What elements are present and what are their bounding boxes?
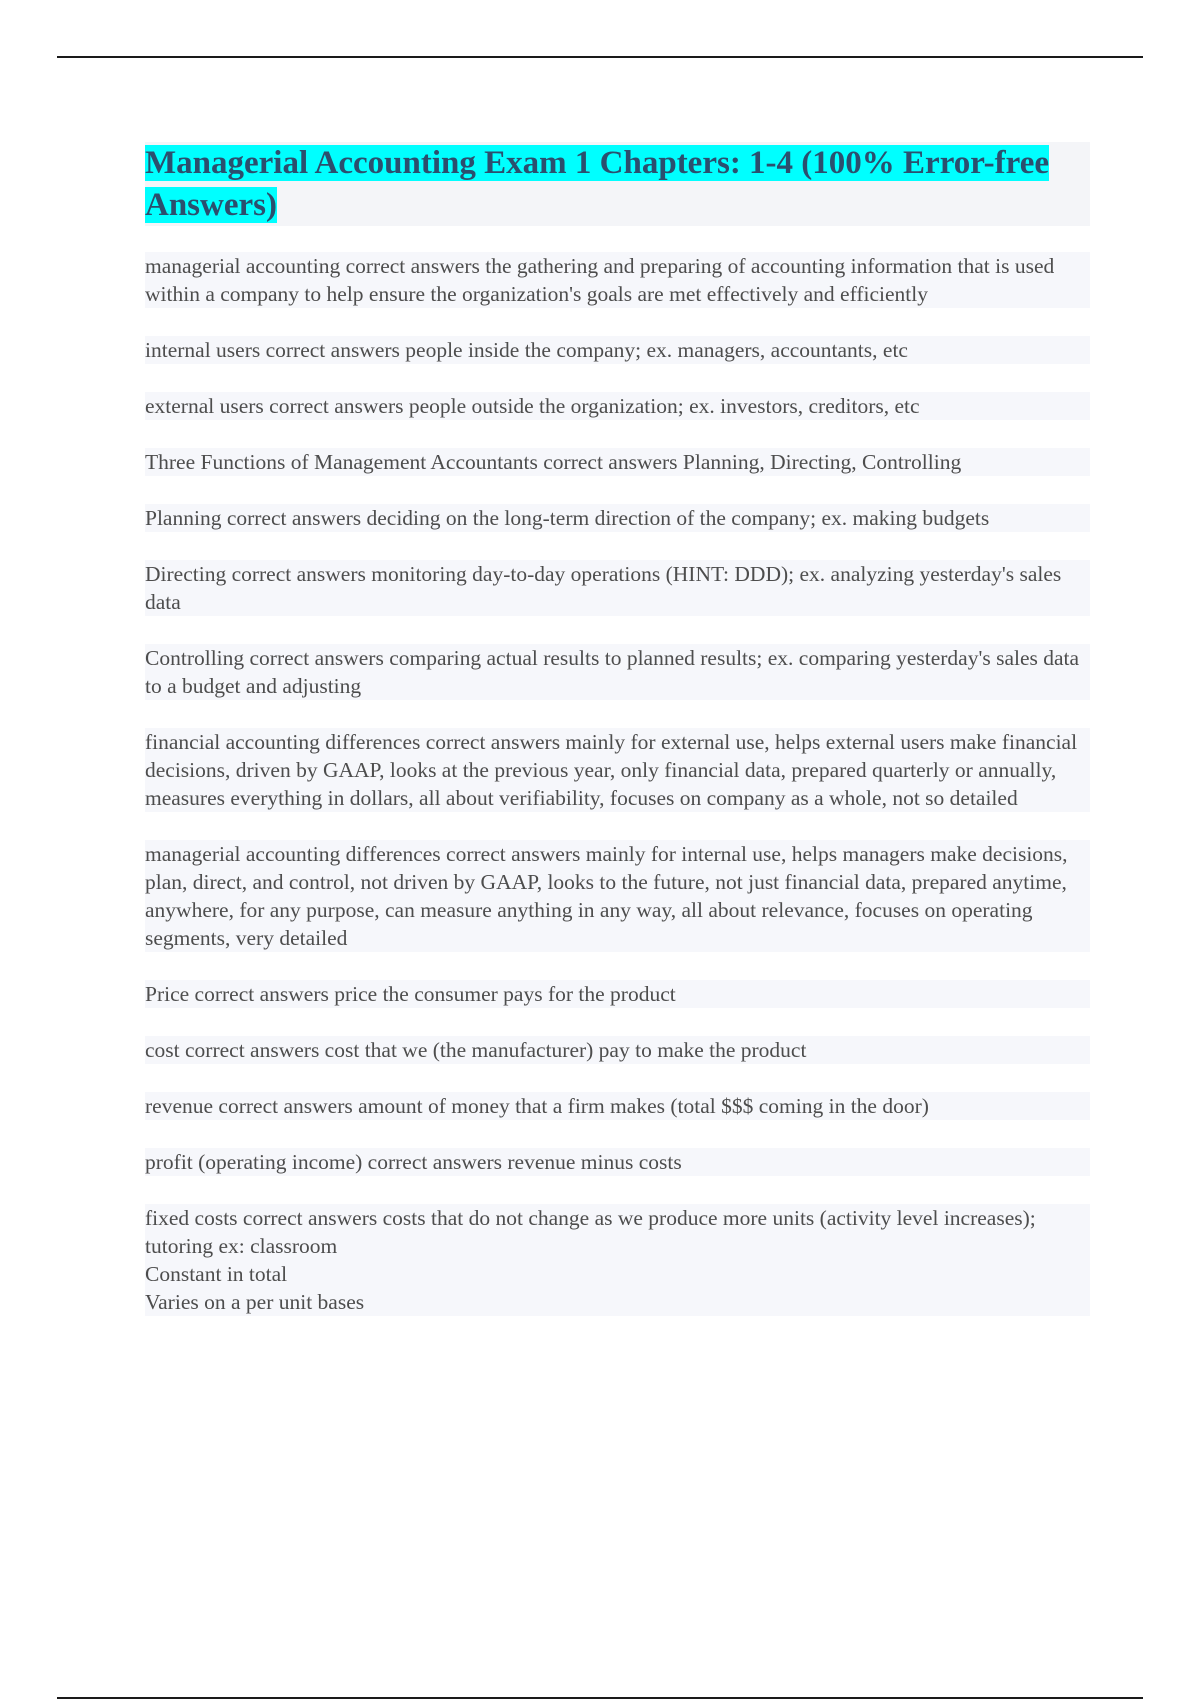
qa-entry-directing: Directing correct answers monitoring day-to-day operations (HINT: DDD); ex. analyzing yesterday's sales data [145, 560, 1090, 616]
fixed-costs-definition: fixed costs correct answers costs that do not change as we produce more units (activity level increases); tutoring ex: classroom [145, 1206, 1036, 1258]
footer-rule [57, 1697, 1143, 1699]
qa-entry-cost: cost correct answers cost that we (the manufacturer) pay to make the product [145, 1036, 1090, 1064]
qa-entry-internal-users: internal users correct answers people inside the company; ex. managers, accountants, etc [145, 336, 1090, 364]
qa-entry-three-functions: Three Functions of Management Accountants correct answers Planning, Directing, Controlling [145, 448, 1090, 476]
qa-entry-external-users: external users correct answers people outside the organization; ex. investors, creditors, etc [145, 392, 1090, 420]
qa-entry-managerial-accounting-differences: managerial accounting differences correct answers mainly for internal use, helps managers make decisions, plan, direct, and control, not driven by GAAP, looks to the future, not just financial data, prepared anytime, anywhere, for any purpose, can measure anything in any way, all about relevance, focuses on operating segments, very detailed [145, 840, 1090, 952]
document-title [145, 142, 1090, 226]
title-block [145, 142, 1090, 226]
fixed-costs-note-2: Varies on a per unit bases [145, 1290, 365, 1314]
title-highlight: Managerial Accounting Exam 1 Chapters: 1-4 (100% Error-free Answers) [145, 145, 1049, 223]
qa-entry-price: Price correct answers price the consumer pays for the product [145, 980, 1090, 1008]
qa-entry-managerial-accounting: managerial accounting correct answers the gathering and preparing of accounting information that is used within a company to help ensure the organization's goals are met effectively and efficiently [145, 252, 1090, 308]
qa-entry-fixed-costs [145, 1204, 1090, 1316]
qa-entry-planning: Planning correct answers deciding on the long-term direction of the company; ex. making budgets [145, 504, 1090, 532]
qa-entry-financial-accounting-differences: financial accounting differences correct answers mainly for external use, helps external users make financial decisions, driven by GAAP, looks at the previous year, only financial data, prepared quarterly or annually, measures everything in dollars, all about verifiability, focuses on company as a whole, not so detailed [145, 728, 1090, 812]
document-body [145, 142, 1090, 1344]
header-rule [57, 56, 1143, 58]
qa-entry-revenue: revenue correct answers amount of money that a firm makes (total $$$ coming in the door) [145, 1092, 1090, 1120]
qa-entry-profit: profit (operating income) correct answers revenue minus costs [145, 1148, 1090, 1176]
qa-entry-controlling: Controlling correct answers comparing actual results to planned results; ex. comparing yesterday's sales data to a budget and adjusting [145, 644, 1090, 700]
fixed-costs-note-1: Constant in total [145, 1262, 288, 1286]
